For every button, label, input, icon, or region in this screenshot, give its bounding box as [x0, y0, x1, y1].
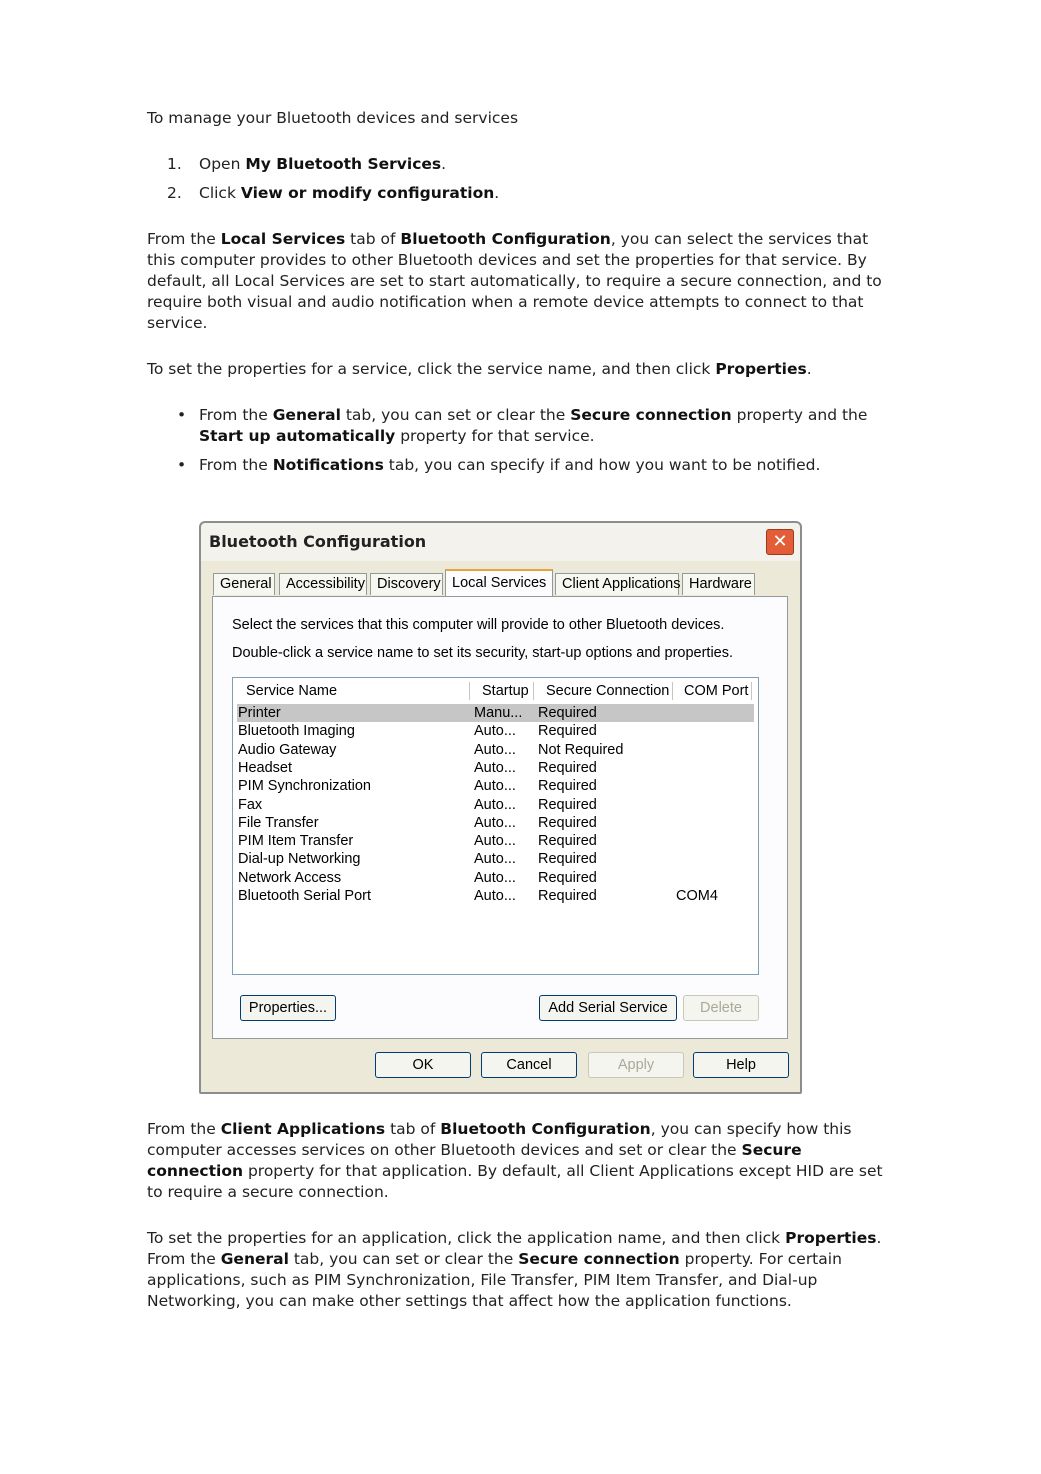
text-run: . [806, 360, 812, 378]
column-divider[interactable] [672, 682, 673, 700]
column-divider[interactable] [469, 682, 470, 700]
step-bold-text: View or modify configuration [240, 184, 495, 202]
cell-service-name: Audio Gateway [238, 741, 337, 758]
tab-accessibility[interactable]: Accessibility [279, 573, 367, 595]
step-number: 2. [167, 184, 182, 202]
cell-com-port: COM4 [676, 888, 718, 904]
column-header-startup[interactable]: Startup [482, 683, 529, 699]
text-run: tab of [345, 230, 401, 248]
bold-run: General [220, 1250, 289, 1268]
cell-service-name: Headset [238, 759, 293, 776]
step-text-end: . [441, 155, 447, 173]
column-divider[interactable] [751, 682, 752, 700]
table-row[interactable] [237, 741, 754, 759]
table-row[interactable] [237, 704, 754, 722]
bold-run: Local Services [220, 230, 346, 248]
cell-startup: Manu... [474, 705, 523, 721]
tab-local-services[interactable]: Local Services [445, 569, 553, 596]
text-run: property. For certain applications, such as PIM Synchronization, File Transfer, PIM Item Transfer, and Dial-up Networking, you can make other settings that affect how the application functions. [147, 1250, 842, 1310]
cell-service-name: File Transfer [238, 814, 319, 831]
cell-service-name: PIM Synchronization [238, 778, 371, 795]
cell-startup: Auto... [474, 796, 516, 813]
cell-secure-connection: Required [538, 778, 597, 795]
properties-button[interactable]: Properties... [240, 995, 336, 1021]
instruction-text: Select the services that this computer will provide to other Bluetooth devices. [232, 617, 725, 633]
bullet-item [147, 455, 892, 476]
cell-service-name: Printer [238, 705, 281, 721]
table-row[interactable] [237, 887, 754, 905]
step-text: Click [199, 184, 241, 202]
text-run: From the [199, 406, 273, 424]
cell-secure-connection: Required [538, 833, 597, 850]
bullet-icon: • [177, 406, 187, 424]
step-item [147, 154, 499, 183]
cell-service-name: Network Access [238, 869, 342, 886]
table-row[interactable] [237, 869, 754, 887]
bold-run: Secure connection [518, 1250, 680, 1268]
set-properties-paragraph [147, 359, 812, 380]
text-run: property and the [731, 406, 868, 424]
tab-hardware[interactable]: Hardware [682, 573, 755, 595]
text-run: From the [147, 230, 221, 248]
text-run: tab, you can set or clear the [288, 1250, 519, 1268]
cell-secure-connection: Required [538, 705, 597, 721]
bold-run: Secure connection [570, 406, 732, 424]
column-header-service-name[interactable]: Service Name [246, 683, 338, 699]
local-services-panel [212, 596, 788, 1039]
cell-secure-connection: Required [538, 814, 597, 831]
text-run: . From the [147, 1229, 882, 1268]
delete-button[interactable]: Delete [683, 995, 759, 1021]
text-run: tab of [385, 1120, 441, 1138]
cell-secure-connection: Required [538, 723, 597, 740]
text-run: , you can select the services that this computer provides to other Bluetooth devices and set the properties for that service. By default, all Local Services are set to start automatically, to require a secure connection, and to require both visual and audio notification when a remote device attempts to connect to that service. [147, 230, 882, 332]
step-text: Open [199, 155, 246, 173]
text-run: property for that application. By default, all Client Applications except HID are set to require a secure connection. [147, 1162, 883, 1201]
instruction-text: Double-click a service name to set its security, start-up options and properties. [232, 645, 734, 661]
add-serial-service-button[interactable]: Add Serial Service [539, 995, 677, 1021]
application-properties-paragraph [147, 1228, 892, 1312]
text-run: To set the properties for an application, click the application name, and then click [147, 1229, 786, 1247]
table-row[interactable] [237, 777, 754, 795]
table-row[interactable] [237, 832, 754, 850]
bullet-item [147, 405, 892, 447]
services-list[interactable] [232, 677, 759, 975]
cell-secure-connection: Not Required [538, 741, 624, 758]
cell-startup: Auto... [474, 814, 516, 831]
cell-startup: Auto... [474, 723, 516, 740]
table-row[interactable] [237, 814, 754, 832]
cancel-button[interactable]: Cancel [481, 1052, 577, 1078]
cell-secure-connection: Required [538, 888, 597, 904]
step-number: 1. [167, 155, 182, 173]
cell-secure-connection: Required [538, 869, 597, 886]
bold-run: Secure connection [147, 1141, 802, 1180]
list-header [233, 678, 758, 704]
steps-list [147, 154, 499, 212]
cell-startup: Auto... [474, 888, 516, 904]
bold-run: Properties [785, 1229, 877, 1247]
step-text-end: . [494, 184, 500, 202]
text-run: , you can specify how this computer accesses services on other Bluetooth devices and set or clear the [147, 1120, 852, 1159]
close-icon[interactable]: ✕ [766, 529, 794, 555]
bullet-icon: • [177, 456, 187, 474]
bold-run: Notifications [272, 456, 384, 474]
bold-run: Bluetooth Configuration [400, 230, 611, 248]
bold-run: General [272, 406, 341, 424]
client-applications-paragraph [147, 1119, 887, 1203]
ok-button[interactable]: OK [375, 1052, 471, 1078]
text-run: To set the properties for a service, click the service name, and then click [147, 360, 716, 378]
step-item [147, 183, 499, 212]
cell-startup: Auto... [474, 741, 516, 758]
text-run: tab, you can set or clear the [340, 406, 571, 424]
tab-general[interactable]: General [213, 573, 275, 595]
bold-run: Bluetooth Configuration [440, 1120, 651, 1138]
text-run: From the [199, 456, 273, 474]
text-run: property for that service. [395, 427, 595, 445]
column-divider[interactable] [533, 682, 534, 700]
text-run: tab, you can specify if and how you want to be notified. [383, 456, 821, 474]
cell-startup: Auto... [474, 869, 516, 886]
cell-startup: Auto... [474, 778, 516, 795]
cell-service-name: PIM Item Transfer [238, 833, 354, 850]
apply-button[interactable]: Apply [588, 1052, 684, 1078]
cell-startup: Auto... [474, 851, 516, 868]
bold-run: Client Applications [220, 1120, 386, 1138]
tab-client-applications[interactable]: Client Applications [555, 573, 679, 595]
bluetooth-configuration-dialog [199, 521, 802, 1094]
cell-secure-connection: Required [538, 851, 597, 868]
text-run: From the [147, 1120, 221, 1138]
cell-service-name: Dial-up Networking [238, 851, 361, 868]
column-header-com-port[interactable]: COM Port [684, 683, 749, 699]
cell-startup: Auto... [474, 833, 516, 850]
cell-secure-connection: Required [538, 759, 597, 776]
column-header-secure-connection[interactable]: Secure Connection [546, 683, 670, 699]
table-row[interactable] [237, 759, 754, 777]
step-bold-text: My Bluetooth Services [245, 155, 442, 173]
cell-service-name: Bluetooth Imaging [238, 723, 355, 740]
intro-text: To manage your Bluetooth devices and services [147, 109, 519, 127]
cell-service-name: Fax [238, 796, 263, 813]
bullet-list [147, 405, 892, 484]
table-row[interactable] [237, 722, 754, 740]
bold-run: Properties [715, 360, 807, 378]
tab-discovery[interactable]: Discovery [370, 573, 443, 595]
dialog-title: Bluetooth Configuration [209, 532, 427, 551]
title-bar[interactable] [201, 523, 800, 561]
bold-run: Start up automatically [199, 427, 396, 445]
help-button[interactable]: Help [693, 1052, 789, 1078]
cell-secure-connection: Required [538, 796, 597, 813]
cell-startup: Auto... [474, 759, 516, 776]
cell-service-name: Bluetooth Serial Port [238, 888, 371, 904]
table-row[interactable] [237, 850, 754, 868]
local-services-paragraph [147, 229, 892, 334]
table-row[interactable] [237, 796, 754, 814]
